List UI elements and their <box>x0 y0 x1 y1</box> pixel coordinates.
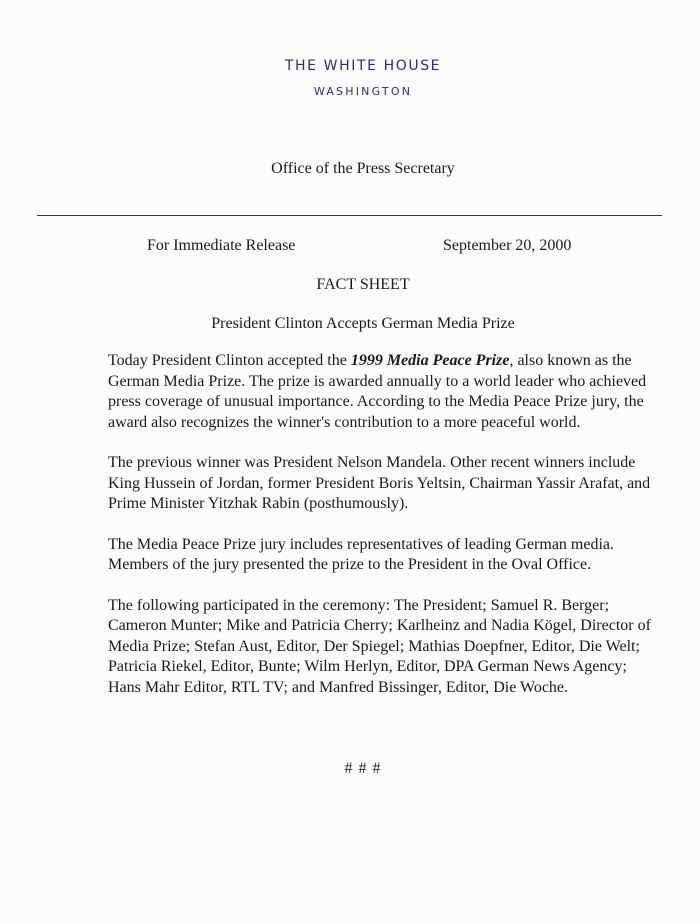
paragraph-3: The Media Peace Prize jury includes representatives of leading German media. Members of the jury presented the prize to the President in the Oval Office. <box>108 535 615 573</box>
document-heading: FACT SHEET <box>316 276 410 293</box>
office-line: Office of the Press Secretary <box>271 160 455 177</box>
end-mark: # # # <box>344 760 382 777</box>
paragraph-4: The following participated in the ceremony: The President; Samuel R. Berger; Cameron Munter; Mike and Patricia Cherry; Karlheinz and Nadia Kögel, Director of Media Prize; Stefan Aust, Editor, Der Spiegel; Mathias Doepfner, Editor, Die Welt; Patricia Riekel, Editor, Bunte; Wilm Herlyn, Editor, DPA German News Agency; Hans Mahr Editor, RTL TV; and Manfred Bissinger, Editor, Die Woche. <box>108 596 651 696</box>
release-label: For Immediate Release <box>147 237 296 254</box>
letterhead-title: THE WHITE HOUSE <box>284 58 442 74</box>
letterhead-subtitle: WASHINGTON <box>313 85 413 98</box>
release-date: September 20, 2000 <box>443 237 572 254</box>
paragraph-1 <box>108 351 653 433</box>
paragraph-2: The previous winner was President Nelson Mandela. Other recent winners include King Hussein of Jordan, former President Boris Yeltsin, Chairman Yassir Arafat, and Prime Minister Yitzhak Rabin (posthumously). <box>108 454 651 512</box>
paragraph-1-start: Today President Clinton accepted the <box>108 352 351 369</box>
prize-name-emphasis: 1999 Media Peace Prize <box>350 352 510 369</box>
paragraph-1-rest: , also known as the German Media Prize. The prize is awarded annually to a world leader who achieved press coverage of unusual importance. According to the Media Peace Prize jury, the award also recognizes the winner's contribution to a more peaceful world. <box>108 352 647 431</box>
body-text <box>108 351 653 718</box>
headline: President Clinton Accepts German Media Prize <box>211 315 515 332</box>
divider-rule <box>37 215 662 216</box>
